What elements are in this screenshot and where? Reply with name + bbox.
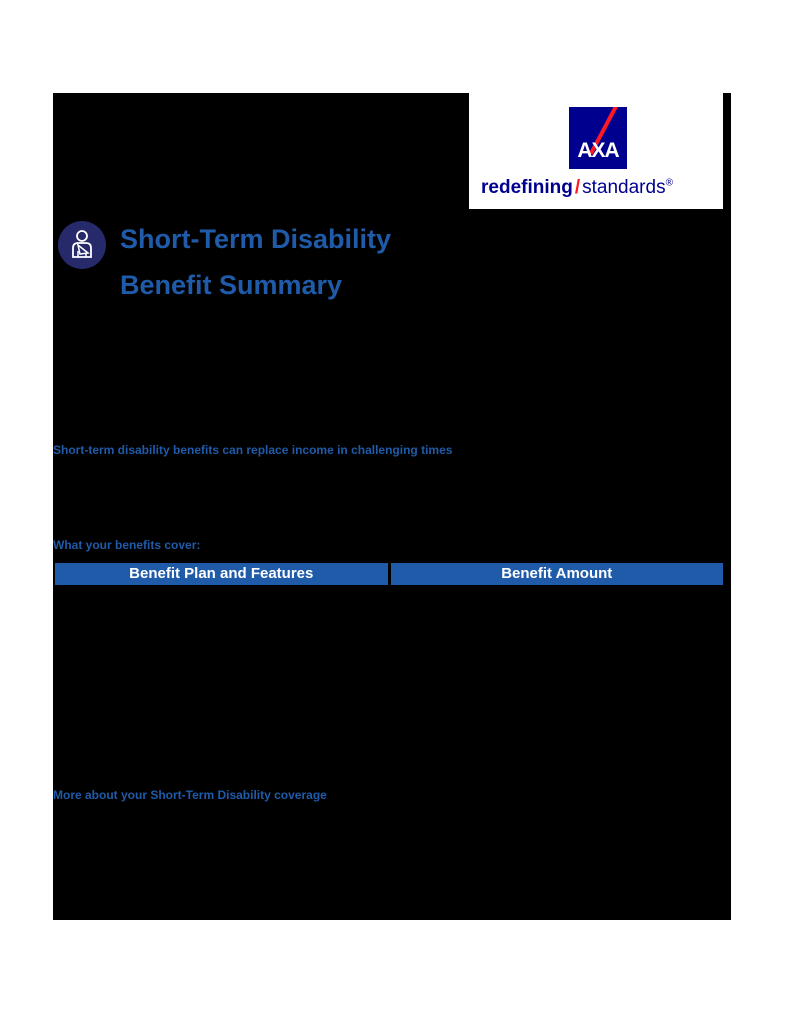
person-with-arm-sling-icon — [58, 221, 106, 269]
tagline-rest: standards — [582, 177, 666, 198]
column-header-plan-features: Benefit Plan and Features — [55, 563, 388, 585]
more-coverage-heading: More about your Short-Term Disability coverage — [53, 788, 327, 802]
tagline-registered-mark: ® — [665, 177, 673, 189]
axa-logo — [469, 93, 723, 209]
page-title-line-2: Benefit Summary — [120, 270, 343, 300]
axa-brand-text: AXA — [577, 139, 619, 162]
page-title-line-1: Short-Term Disability — [120, 224, 392, 254]
coverage-heading: What your benefits cover: — [53, 538, 201, 552]
tagline-slash: / — [574, 177, 581, 198]
benefits-table-header — [55, 563, 723, 585]
intro-heading: Short-term disability benefits can replace income in challenging times — [53, 443, 453, 457]
axa-logo-mark — [569, 107, 627, 169]
logo-tagline — [481, 177, 721, 199]
tagline-bold: redefining — [481, 177, 573, 198]
column-header-benefit-amount: Benefit Amount — [391, 563, 724, 585]
